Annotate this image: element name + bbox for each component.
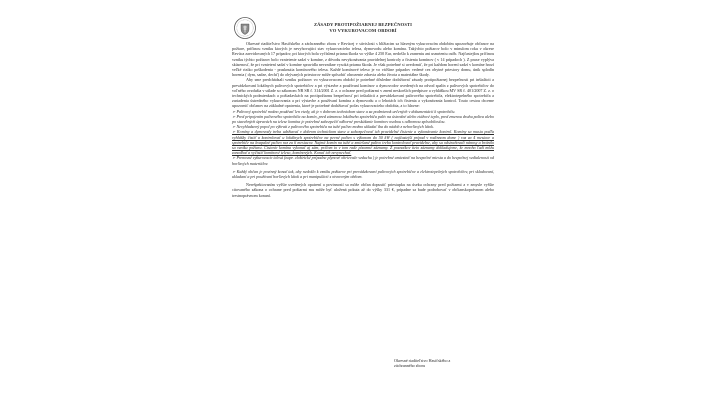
signature-line-2: záchranného zboru — [394, 363, 426, 369]
bullet-citizen-duty: ➢ Každý občan je povinný konať tak, aby nedošlo k vzniku požiarov pri prevádzkovaní palivových spotrebičov a elektrotepelných spotrebičov, pri skladovaní, ukladaní a pri používaní horľavých látok a pri manipulácii s otvoreným ohňom. — [232, 168, 494, 180]
paragraph-penalty: Nerešpektovaním vyššie uvedených opatrení a povinností sa môže občan dopustiť priestupku na úseku ochrany pred požiarmi a v zmysle vyššie citovaného zákona o ochrane pred požiarmi mu môže byť uložená pokuta až do výšky 331 €, prípadne sa bude podrobovať v občianskoprávnom alebo trestnoprávnom konaní. — [232, 182, 494, 198]
bullet-appliance-condition: ➢ Palivový spotrebič možno používať len vtedy, ak je v dobrom technickom stave a za podmienok určených v dokumentácii k spotrebiču. — [232, 108, 456, 114]
document — [232, 14, 494, 410]
title-line-2: VO VYKUROVACOM OBDOBÍ — [329, 27, 397, 33]
paragraph-intro: Okresné riaditeľstvo Hasičského a záchranného zboru v Revúcej v súvislosti s blížiacim sa hlavným vykurovacím obdobím upozorňuje občanov na požiare, príčinou vzniku ktorých je nevyhovujúci stav vykurovacieho telesa, dymovodu alebo komína. Takýchto požiarov bolo v minulom roku v okrese Revúca zaevidovaných 17 prípadov, pri ktorých bola vyčíslená priama škoda vo výške 4 250 Eur, nedošlo k zraneniu ani usmrteniu osôb. Najčastejšou príčinou vzniku týchto požiarov bolo vznietenie sadzí v komíne, z dôvodu nevykonávania pravidelnej kontroly a čistenia komínov ( v 14 prípadoch ). Z praxe vyplýva skúsenosť, že pri vznietení sadzí v komíne spravidla nevznikne vysoká priama škoda. Je však potrebné si uvedomiť, že pri každom horení sadzí v komíne hrozí veľké riziko poškodenia - prasknutia komínového telesa. Každé komínové teleso je vo väčšine prípadov vedené cez obytné priestory domu, únik splodín horenia ( dym, sadze, dechť) do obývaných priestorov môže spôsobiť ohrozenie zdravia alebo života a materiálne škody. — [232, 41, 494, 78]
bullet-chimney-cleaning: ➢ Komíny a dymovody treba udržiavať v dobrom technickom stave a zabezpečovať ich pravidelné čistenie a vykonávanie kontrol. Komíny sa musia podľa vyhlášky čistiť a kontrolovať u lokálnych spotrebičov na pevné palivo s výkonom do 50 kW ( najčastejší prípad v rodinnom dome ) raz za 4 mesiace a spotrebiče na kvapalné palivo raz za 6 mesiacov. Najmä komín na tuhé a zmiešané palivo treba kontrolovať pravidelne, aby sa odstraňovali nánosy a bránilo sa vzniku požiaru. Čistenie komína vykonať aj sám, pričom to v tom rade písomné záznamy. Z poznatkov tieto záznamy dokladujeme, že mnoho ľudí môžu zanedbať a vyčistiť komínové teleso, komínových. Konať ich nevynechať. — [232, 129, 494, 156]
document-body — [232, 41, 494, 198]
bullet-portable-heaters: ➢ Prenosné vykurovacie telesá (napr. elektrické prípadne plynové ohrievače vzduchu ) je potrebné umiestniť na bezpečné miesta a do bezpečnej vzdialenosti od horľavých materiálov. — [232, 155, 494, 166]
signature-block — [394, 358, 484, 368]
bullet-ash-disposal: ➢ Nevyhladzený popol po výbrati z palivového spotrebiča na tuhé palivo možno ukladať iba do nádob z nehorľavých látok. — [232, 124, 434, 130]
title-line-1: ZÁSADY PROTIPOŽIARNEJ BEZPEČNOSTI — [313, 22, 413, 27]
document-title — [232, 22, 494, 33]
bullet-chimney-inspection: ➢ Pred pripojením palivového spotrebiča na komín, pred zámenou lokálneho spotrebiča palív na ústredné alebo etážové teplo, pred zmenou druhu paliva alebo po stavebných úpravách na telese komína je potrebné zabezpečiť odborné preskúšanie komínov osobou s odbornou spôsobilosťou. — [232, 113, 494, 125]
paragraph-rules: Aby sme predchádzali vzniku požiarov vo vykurovacom období je potrebné dôsledne dodržiavať zásady protipožiarnej bezpečnosti pri inštalácii a prevádzkovaní lokálnych palivových spotrebičov a pri výstavbe a používaní komínov a dymovodov uvedených na odvod spalín z palivových spotrebičov do voľného ovzdušia v súlade so zákonom NR SR č. 314/2001 Z. z. o ochrane pred požiarmi v znení neskorších predpisov a vyhláškou MV SR č. 401/2007 Z. z. o technických podmienkach a požiadavkách na protipožiarnu bezpečnosť pri inštalácii a prevádzkovaní palivového spotrebiča, elektrotepelného spotrebiča a zariadenia ústredného vykurovania a pri výstavbe a používaní komína a dymovodu a o lehotách ich čistenia a vykonávania kontrol. Touto cestou chceme upozorniť občanov na základné opatrenia, ktoré je potrebné dodržiavať počas vykurovacieho obdobia, a to hlavne: — [232, 77, 494, 109]
signature-line-1: Okresné riaditeľstvo Hasičského a — [394, 358, 451, 363]
